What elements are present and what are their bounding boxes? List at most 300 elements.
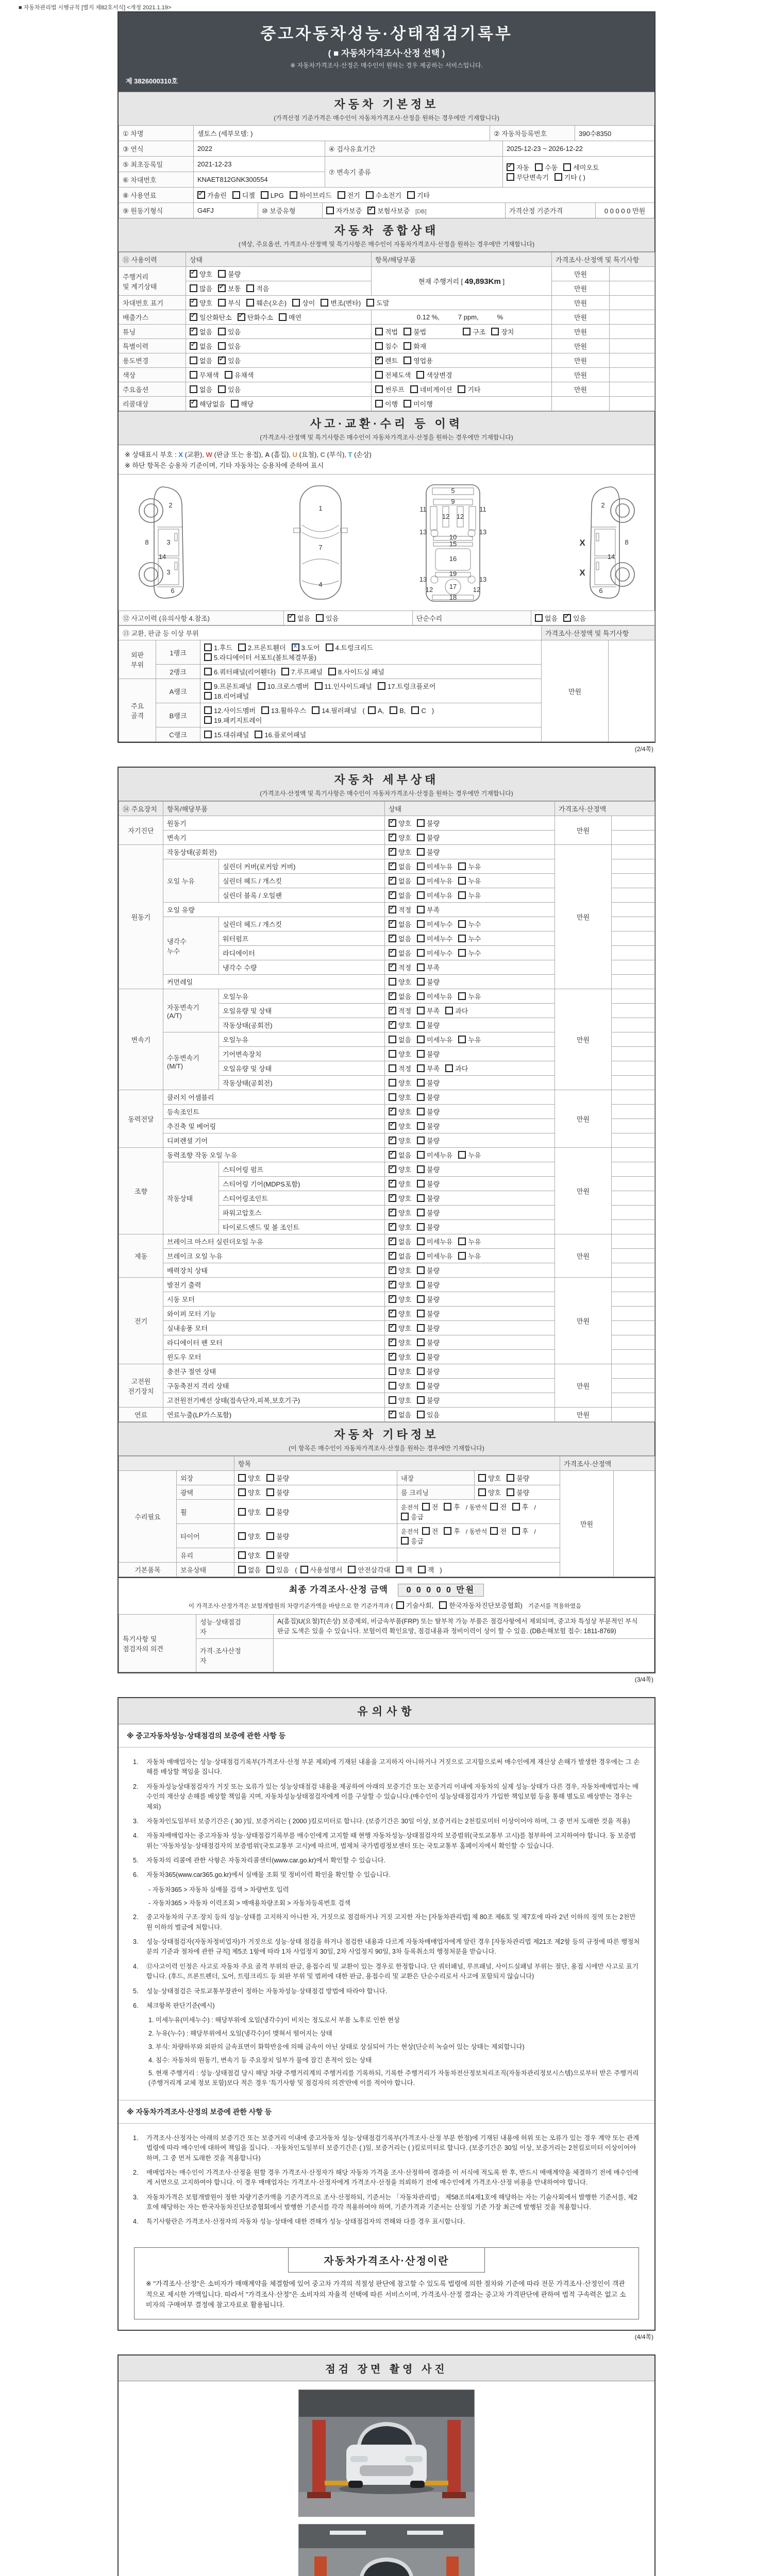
note-cell	[612, 1408, 655, 1422]
checkbox-option: 전	[422, 1503, 439, 1511]
checkbox[interactable]	[404, 357, 411, 364]
checkbox[interactable]	[300, 1566, 308, 1573]
section-basic-title: 자동차 기본정보	[334, 98, 439, 111]
item-cell: 변속기	[163, 831, 385, 845]
checkbox[interactable]	[389, 978, 396, 986]
checkbox[interactable]	[204, 731, 212, 738]
checkbox[interactable]	[266, 1551, 274, 1559]
legend-desc: (판금 또는 용접),	[214, 451, 265, 459]
checkbox[interactable]	[218, 299, 226, 307]
special-notes-table	[119, 1614, 654, 1672]
checkbox[interactable]	[238, 1566, 246, 1573]
checkbox[interactable]	[418, 1566, 426, 1573]
car-name-label: ① 차명	[119, 126, 194, 141]
checkbox-option: 누수	[458, 935, 481, 943]
inline-text: (	[295, 1566, 297, 1574]
inline-text: /	[534, 1504, 536, 1511]
checkbox[interactable]	[417, 1137, 425, 1144]
overall-head-item: 항목/해당부품	[372, 252, 552, 267]
checkbox[interactable]	[389, 1353, 396, 1361]
checkbox[interactable]	[348, 1566, 356, 1573]
checkbox[interactable]	[258, 682, 265, 690]
checkbox[interactable]	[190, 299, 197, 307]
checkbox[interactable]	[411, 706, 419, 714]
panel-number: 5	[450, 487, 455, 495]
checkbox[interactable]	[478, 1488, 486, 1496]
checkbox[interactable]	[218, 385, 226, 393]
checkbox[interactable]	[389, 1281, 396, 1289]
checkbox[interactable]	[389, 1338, 396, 1346]
checkbox[interactable]	[389, 935, 396, 942]
checkbox[interactable]	[389, 949, 396, 957]
checkbox[interactable]	[378, 682, 385, 690]
checkbox[interactable]	[535, 163, 543, 171]
checkbox[interactable]	[389, 1050, 396, 1058]
document-number: 제 3826000310호	[126, 77, 178, 85]
table-row	[119, 397, 655, 411]
checkbox[interactable]	[458, 891, 466, 899]
checkbox[interactable]	[366, 299, 374, 307]
checkbox[interactable]	[389, 1093, 396, 1101]
table-row	[119, 339, 655, 353]
checkbox[interactable]	[389, 834, 396, 841]
checkbox[interactable]	[417, 1036, 425, 1043]
checkbox[interactable]	[389, 992, 396, 1000]
checkbox[interactable]	[389, 1021, 396, 1029]
checkbox[interactable]	[367, 207, 375, 214]
checkbox[interactable]	[417, 1108, 425, 1115]
checkbox[interactable]	[417, 1165, 425, 1173]
first-reg-value: 2021-12-23	[194, 157, 325, 172]
checkbox[interactable]	[389, 1079, 396, 1087]
checkbox[interactable]	[328, 668, 336, 675]
checkbox[interactable]	[417, 978, 425, 986]
rankA-label: A랭크	[156, 679, 200, 703]
checkbox[interactable]	[535, 614, 543, 622]
checkbox[interactable]	[375, 371, 383, 379]
checkbox-option: 도말	[366, 299, 389, 307]
emission-label: 배출가스	[119, 310, 186, 325]
checkbox[interactable]	[417, 834, 425, 841]
checkbox-option: 불량	[417, 820, 440, 827]
price-cell: 만원	[552, 339, 610, 353]
checkbox[interactable]	[389, 891, 396, 899]
checkbox[interactable]	[389, 862, 396, 870]
checkbox[interactable]	[554, 173, 562, 181]
notice-block1-items	[119, 1748, 654, 2100]
note-cell	[612, 816, 655, 831]
checkbox[interactable]	[366, 191, 374, 199]
checkbox[interactable]	[375, 357, 383, 364]
color-label: 색상	[119, 368, 186, 382]
checkbox[interactable]	[389, 1223, 396, 1231]
checkbox[interactable]	[507, 163, 514, 171]
rankB-options	[200, 703, 542, 727]
panel-number: 6	[598, 587, 603, 595]
checkbox[interactable]	[563, 163, 571, 171]
checkbox[interactable]	[218, 357, 226, 364]
checkbox-option: 유채색	[225, 371, 254, 379]
checkbox[interactable]	[458, 877, 466, 885]
checkbox[interactable]	[458, 1252, 466, 1260]
item-cell: 작동상태(공회전)	[219, 1076, 385, 1090]
checkbox[interactable]	[417, 1194, 425, 1202]
checkbox[interactable]	[396, 1566, 404, 1573]
price-cell: 만원	[552, 267, 610, 281]
checkbox[interactable]	[417, 1338, 425, 1346]
checkbox[interactable]	[416, 371, 424, 379]
checkbox[interactable]	[422, 1527, 430, 1535]
checkbox[interactable]	[389, 877, 396, 885]
checkbox[interactable]	[417, 1367, 425, 1375]
checkbox[interactable]	[389, 1165, 396, 1173]
legend-desc: (부식),	[327, 451, 348, 459]
checkbox[interactable]	[389, 1036, 396, 1043]
notice-block2-title: ※ 자동차가격조사·산정의 보증에 관한 사항 등	[119, 2100, 654, 2124]
checkbox[interactable]	[458, 949, 466, 957]
checkbox[interactable]	[375, 385, 383, 393]
checkbox-option: 불량	[266, 1489, 289, 1497]
checkbox[interactable]	[204, 653, 212, 661]
checkbox[interactable]	[389, 963, 396, 971]
checkbox[interactable]	[389, 1137, 396, 1144]
checkbox[interactable]	[417, 1252, 425, 1260]
checkbox-option: 16.플로어패널	[255, 731, 306, 739]
checkbox[interactable]	[232, 191, 240, 199]
checkbox[interactable]	[417, 1122, 425, 1130]
checkbox-option: 13.휠하우스	[261, 707, 306, 715]
checkbox[interactable]	[204, 716, 212, 724]
checkbox[interactable]	[218, 270, 226, 278]
checkbox[interactable]	[417, 1007, 425, 1014]
checkbox[interactable]	[204, 643, 212, 651]
checkbox[interactable]	[512, 1527, 520, 1535]
checkbox[interactable]	[422, 1503, 430, 1511]
checkbox[interactable]	[389, 1209, 396, 1216]
checkbox[interactable]	[401, 1513, 409, 1520]
checkbox[interactable]	[261, 706, 269, 714]
simple-repair-label: 단순수리	[413, 611, 531, 625]
checkbox[interactable]	[288, 614, 295, 622]
checkbox-option: ✓ 양호	[389, 1281, 411, 1289]
checkbox[interactable]	[204, 692, 212, 700]
checkbox[interactable]	[190, 284, 197, 292]
checkbox-option: 기타	[458, 386, 480, 394]
checkbox[interactable]	[417, 1238, 425, 1245]
checkbox[interactable]	[417, 949, 425, 957]
checkbox[interactable]	[389, 848, 396, 856]
checkbox[interactable]	[563, 614, 571, 622]
checkbox[interactable]	[407, 191, 415, 199]
checkbox-option: 영업용	[404, 357, 433, 365]
checkbox[interactable]	[266, 1508, 274, 1516]
checkbox[interactable]	[190, 270, 197, 278]
legend-code: U	[292, 451, 299, 459]
table-row	[119, 611, 655, 625]
state-cell	[385, 1350, 555, 1364]
checkbox[interactable]	[478, 1474, 486, 1482]
checkbox[interactable]	[417, 891, 425, 899]
checkbox[interactable]	[491, 328, 499, 335]
checkbox[interactable]	[255, 731, 262, 738]
checkbox[interactable]	[238, 1474, 246, 1482]
checkbox[interactable]	[417, 1353, 425, 1361]
inspection-photo-front	[298, 2389, 475, 2517]
checkbox[interactable]	[417, 920, 425, 928]
table-row	[119, 1408, 655, 1422]
checkbox[interactable]	[458, 1151, 466, 1159]
checkbox[interactable]	[238, 1488, 246, 1496]
checkbox[interactable]	[490, 1527, 498, 1535]
checkbox[interactable]	[396, 1601, 404, 1609]
checkbox[interactable]	[389, 1122, 396, 1130]
checkbox[interactable]	[417, 1382, 425, 1389]
checkbox[interactable]	[417, 992, 425, 1000]
checkbox[interactable]	[375, 328, 383, 335]
checkbox[interactable]	[417, 1295, 425, 1303]
checkbox-option: 불량	[417, 1267, 440, 1275]
checkbox[interactable]	[401, 1537, 409, 1545]
state-cell	[385, 816, 555, 831]
checkbox[interactable]	[389, 1266, 396, 1274]
checkbox[interactable]	[321, 299, 328, 307]
checkbox[interactable]	[490, 1503, 498, 1511]
checkbox[interactable]	[225, 371, 232, 379]
checkbox[interactable]	[246, 284, 254, 292]
checkbox-option: 부식	[218, 299, 241, 307]
checkbox[interactable]	[389, 1151, 396, 1159]
checkbox[interactable]	[417, 906, 425, 913]
checkbox[interactable]	[238, 1508, 246, 1516]
checkbox[interactable]	[458, 862, 466, 870]
checkbox[interactable]	[389, 1252, 396, 1260]
checkbox[interactable]	[389, 920, 396, 928]
item-cell: 동력조향 작동 오일 누유	[163, 1148, 385, 1162]
notice-item-number: 4.	[133, 1832, 139, 1840]
checkbox[interactable]	[204, 706, 212, 714]
note-cell	[612, 1032, 655, 1047]
checkbox[interactable]	[445, 1064, 453, 1072]
checkbox[interactable]	[417, 1021, 425, 1029]
checkbox[interactable]	[389, 1007, 396, 1014]
state-cell	[385, 975, 555, 989]
checkbox-option: 19.패키지트레이	[204, 717, 262, 724]
table-row	[119, 267, 655, 281]
checkbox-option: 후	[444, 1528, 460, 1535]
checkbox[interactable]	[292, 643, 299, 651]
notice-block1-title: ※ 중고자동차성능·상태점검의 보증에 관한 사항 등	[119, 1724, 654, 1748]
room-cleaning-options	[475, 1485, 560, 1500]
item-cell: 커먼레일	[163, 975, 385, 989]
checkbox[interactable]	[445, 1007, 453, 1014]
state-cell	[385, 1032, 555, 1047]
checkbox-option: 1.후드	[204, 644, 232, 652]
checkbox[interactable]	[389, 1411, 396, 1418]
checkbox[interactable]	[315, 682, 323, 690]
checkbox[interactable]	[266, 1566, 274, 1573]
checkbox[interactable]	[238, 643, 246, 651]
checkbox[interactable]	[326, 207, 334, 214]
subgroup-cell: 수동변속기 (M/T)	[163, 1032, 219, 1090]
note-cell	[610, 339, 655, 353]
checkbox[interactable]	[417, 1180, 425, 1188]
checkbox[interactable]	[417, 1324, 425, 1332]
checkbox[interactable]	[404, 342, 411, 350]
state-cell	[385, 1249, 555, 1263]
checkbox[interactable]	[231, 400, 239, 408]
checkbox-option: ✓ 없음	[389, 950, 411, 957]
checkbox[interactable]	[507, 1488, 514, 1496]
checkbox[interactable]	[404, 328, 411, 335]
checkbox[interactable]	[389, 1324, 396, 1332]
checkbox[interactable]	[389, 1180, 396, 1188]
checkbox[interactable]	[190, 371, 197, 379]
checkbox[interactable]	[417, 1079, 425, 1087]
checkbox[interactable]	[417, 819, 425, 827]
checkbox[interactable]	[190, 385, 197, 393]
checkbox[interactable]	[238, 313, 245, 321]
checkbox[interactable]	[417, 1093, 425, 1101]
checkbox[interactable]	[389, 1295, 396, 1303]
table-row	[119, 1615, 654, 1639]
checkbox-option: x 3.도어	[292, 644, 320, 652]
checkbox[interactable]	[368, 706, 376, 714]
checkbox[interactable]	[190, 313, 197, 321]
checkbox[interactable]	[389, 819, 396, 827]
table-row	[119, 353, 655, 368]
checkbox[interactable]	[458, 385, 465, 393]
checkbox[interactable]	[389, 1310, 396, 1317]
checkbox[interactable]	[389, 1194, 396, 1202]
checkbox[interactable]	[292, 299, 300, 307]
checkbox-option: 이행	[375, 400, 398, 408]
checkbox[interactable]	[389, 1064, 396, 1072]
item-cell: 라디에이터 팬 모터	[163, 1335, 385, 1350]
checkbox[interactable]	[316, 614, 324, 622]
checkbox[interactable]	[190, 342, 197, 350]
main-frame-group-label: 주요 골격	[119, 679, 156, 742]
checkbox[interactable]	[389, 1367, 396, 1375]
mileage-label: 주행거리 및 계기상태	[119, 267, 186, 296]
checkbox[interactable]	[417, 1411, 425, 1418]
checkbox[interactable]	[417, 1281, 425, 1289]
checkbox[interactable]	[417, 877, 425, 885]
checkbox[interactable]	[281, 668, 289, 675]
checkbox[interactable]	[238, 1532, 246, 1540]
checkbox[interactable]	[375, 400, 383, 408]
transmission-options	[503, 157, 654, 188]
checkbox[interactable]	[338, 191, 345, 199]
checkbox-option: 안전삼각대	[348, 1566, 390, 1574]
glass-empty	[397, 1548, 560, 1563]
rankC-label: C랭크	[156, 727, 200, 742]
price-cell: 만원	[555, 1278, 612, 1364]
price-cell	[552, 397, 610, 411]
checkbox-option: ✓ 적정	[389, 1007, 411, 1015]
checkbox[interactable]	[389, 906, 396, 913]
checkbox[interactable]	[279, 313, 287, 321]
section-basic-subtitle: (가격산정 기준가격은 매수인이 자동차가격조사·산정을 원하는 경우에만 기재합니다)	[274, 114, 499, 122]
checkbox[interactable]	[261, 191, 268, 199]
checkbox[interactable]	[507, 173, 514, 181]
checkbox[interactable]	[458, 935, 466, 942]
note-cell	[612, 1379, 655, 1393]
checkbox[interactable]	[266, 1474, 274, 1482]
checkbox-option: 잭	[396, 1566, 412, 1574]
checkbox[interactable]	[404, 400, 411, 408]
checkbox[interactable]	[238, 1551, 246, 1559]
checkbox[interactable]	[218, 342, 226, 350]
checkbox[interactable]	[417, 862, 425, 870]
checkbox[interactable]	[218, 284, 226, 292]
checkbox[interactable]	[190, 400, 197, 408]
checkbox[interactable]	[417, 848, 425, 856]
checkbox[interactable]	[204, 682, 212, 690]
checkbox[interactable]	[417, 1064, 425, 1072]
checkbox[interactable]	[326, 643, 333, 651]
checkbox[interactable]	[197, 191, 205, 199]
checkbox[interactable]	[389, 1396, 396, 1404]
checkbox[interactable]	[389, 1108, 396, 1115]
special-history-label: 특별이력	[119, 339, 186, 353]
checkbox[interactable]	[507, 1474, 514, 1482]
checkbox[interactable]	[290, 191, 297, 199]
checkbox[interactable]	[266, 1532, 274, 1540]
checkbox[interactable]	[190, 328, 197, 335]
inline-text: 운전석	[401, 1504, 419, 1511]
legend-desc: (요철),	[299, 451, 321, 459]
checkbox[interactable]	[204, 668, 212, 675]
checkbox[interactable]	[375, 342, 383, 350]
checkbox[interactable]	[190, 357, 197, 364]
checkbox[interactable]	[439, 1601, 447, 1609]
tire-options	[234, 1524, 397, 1548]
checkbox[interactable]	[417, 1266, 425, 1274]
checkbox[interactable]	[417, 963, 425, 971]
checkbox[interactable]	[246, 299, 254, 307]
basic-row-3	[119, 156, 654, 188]
checkbox[interactable]	[266, 1488, 274, 1496]
checkbox[interactable]	[512, 1503, 520, 1511]
notice-item-text: 특기사항란은 가격조사·산정자의 자동차 성능·상태에 대한 견해가 성능·상태점검자의 견해와 다를 경우 표시합니다.	[146, 2218, 465, 2226]
checkbox[interactable]	[458, 1238, 466, 1245]
checkbox[interactable]	[458, 992, 466, 1000]
checkbox[interactable]	[410, 385, 418, 393]
checkbox[interactable]	[458, 920, 466, 928]
checkbox[interactable]	[389, 1382, 396, 1389]
checkbox[interactable]	[417, 1050, 425, 1058]
checkbox[interactable]	[417, 1151, 425, 1159]
checkbox-option: 불량	[218, 270, 241, 278]
checkbox[interactable]	[417, 1223, 425, 1231]
checkbox[interactable]	[218, 328, 226, 335]
checkbox[interactable]	[389, 1238, 396, 1245]
checkbox[interactable]	[417, 1396, 425, 1404]
checkbox[interactable]	[417, 935, 425, 942]
checkbox[interactable]	[444, 1503, 451, 1511]
checkbox[interactable]	[390, 706, 397, 714]
checkbox[interactable]	[444, 1527, 451, 1535]
panel-number: 16	[449, 555, 457, 563]
state-cell	[385, 1191, 555, 1206]
checkbox[interactable]	[463, 328, 470, 335]
checkbox[interactable]	[458, 1036, 466, 1043]
checkbox[interactable]	[417, 1310, 425, 1317]
checkbox[interactable]	[312, 706, 320, 714]
checkbox[interactable]	[417, 1209, 425, 1216]
note-cell	[612, 1292, 655, 1307]
panel-number: 15	[449, 540, 457, 548]
